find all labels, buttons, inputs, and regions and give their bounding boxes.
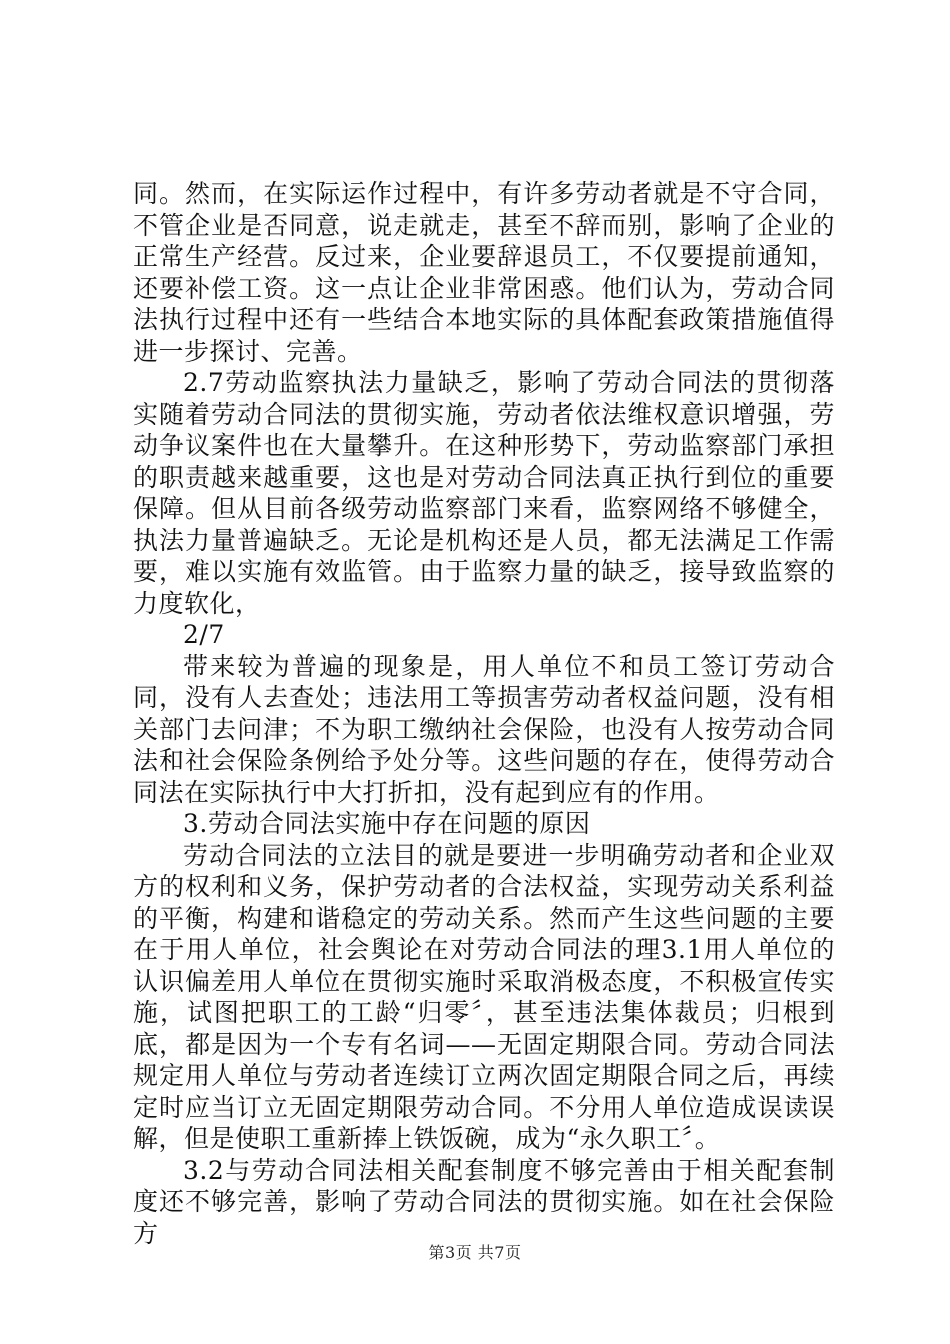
section-heading-3: 3.劳动合同法实施中存在问题的原因	[183, 809, 591, 838]
paragraph-section-3-2: 3.2与劳动合同法相关配套制度不够完善由于相关配套制度还不够完善，影响了劳动合同法的贯彻实施。如在社会保险方	[133, 1155, 835, 1248]
paragraph-continuation: 同。然而，在实际运作过程中，有许多劳动者就是不守合同，不管企业是否同意，说走就走，甚至不辞而别，影响了企业的正常生产经营。反过来，企业要辞退员工，不仅要提前通知，还要补偿工资。这一点让企业非常困惑。他们认为，劳动合同法执行过程中还有一些结合本地实际的具体配套政策措施值得进一步探讨、完善。	[133, 179, 835, 366]
body-text	[133, 178, 835, 1249]
paragraph-section-2-7: 2.7劳动监察执法力量缺乏，影响了劳动合同法的贯彻落实随着劳动合同法的贯彻实施，劳动者依法维权意识增强，劳动争议案件也在大量攀升。在这种形势下，劳动监察部门承担的职责越来越重要，这也是对劳动合同法真正执行到位的重要保障。但从目前各级劳动监察部门来看，监察网络不够健全，执法力量普遍缺乏。无论是机构还是人员，都无法满足工作需要，难以实施有效监管。由于监察力量的缺乏，接导致监察的力度软化，	[133, 368, 835, 618]
inline-page-marker: 2/7	[183, 620, 225, 649]
paragraph-consequences: 带来较为普遍的现象是，用人单位不和员工签订劳动合同，没有人去查处；违法用工等损害劳动者权益问题，没有相关部门去问津；不为职工缴纳社会保险，也没有人按劳动合同法和社会保险条例给予处分等。这些问题的存在，使得劳动合同法在实际执行中大打折扣，没有起到应有的作用。	[133, 651, 835, 807]
paragraph-section-3-1: 劳动合同法的立法目的就是要进一步明确劳动者和企业双方的权利和义务，保护劳动者的合法权益，实现劳动关系利益的平衡，构建和谐稳定的劳动关系。然而产生这些问题的主要在于用人单位，社会舆论在对劳动合同法的理3.1用人单位的认识偏差用人单位在贯彻实施时采取消极态度，不积极宣传实施，试图把职工的工龄“归零〞，甚至违法集体裁员；归根到底，都是因为一个专有名词——无固定期限合同。劳动合同法规定用人单位与劳动者连续订立两次固定期限合同之后，再续定时应当订立无固定期限劳动合同。不分用人单位造成误读误解，但是使职工重新捧上铁饭碗，成为“永久职工〞。	[133, 840, 835, 1153]
page-footer: 第3页 共7页	[428, 1243, 522, 1262]
